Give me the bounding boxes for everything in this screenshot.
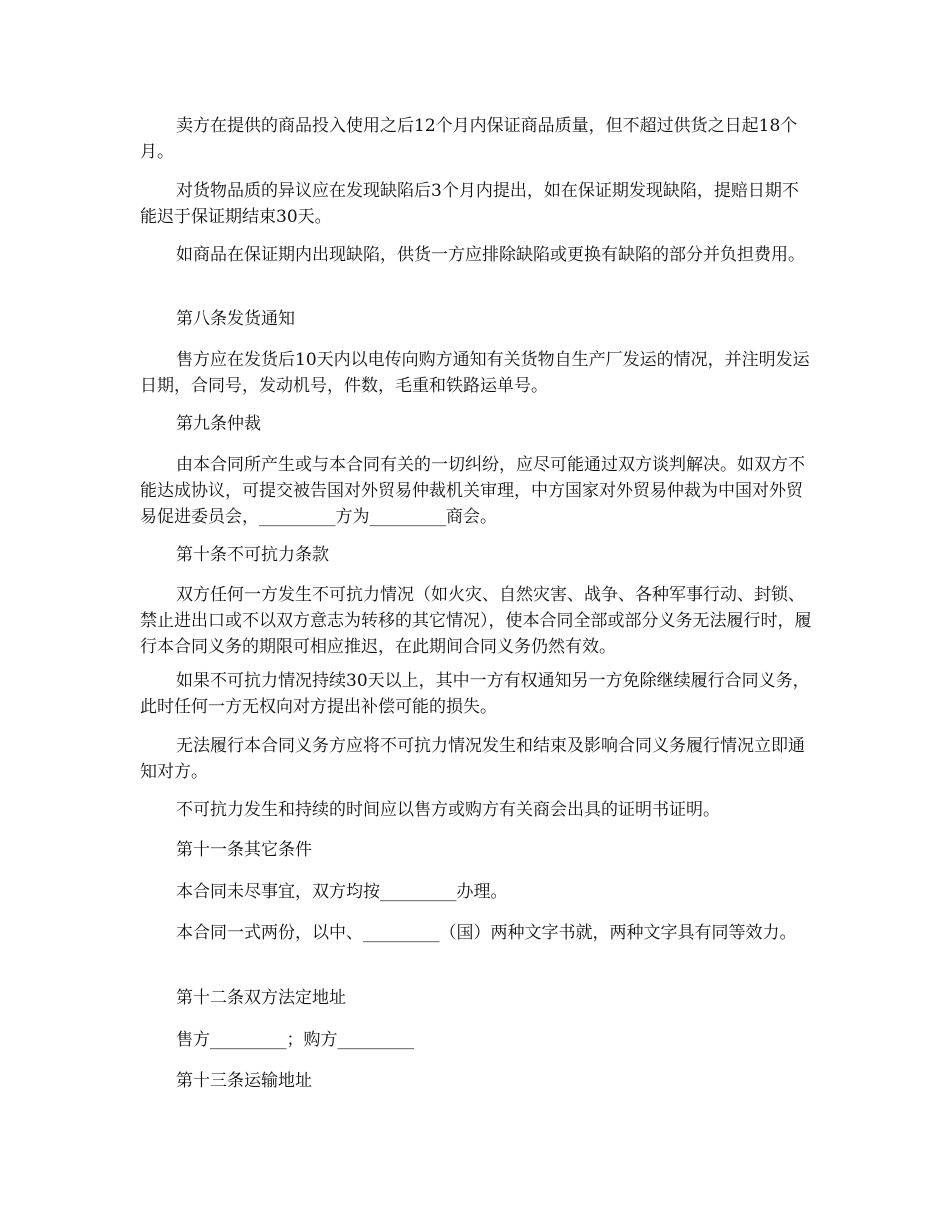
paragraph-arbitration: 由本合同所产生或与本合同有关的一切纠纷，应尽可能通过双方谈判解决。如双方不能达成协议，可提交被告国对外贸易仲裁机关审理，中方国家对外贸易仲裁为中国对外贸易促进委员会，_________方为_________商会。 [140,455,805,527]
paragraph-defect-remedy: 如商品在保证期内出现缺陷，供货一方应排除缺陷或更换有缺陷的部分并负担费用。 [176,245,805,265]
paragraph-force-majeure-proof: 不可抗力发生和持续的时间应以售方或购方有关商会出具的证明书证明。 [176,800,720,820]
heading-article-8: 第八条发货通知 [176,309,295,329]
paragraph-quality-guarantee: 卖方在提供的商品投入使用之后12个月内保证商品质量，但不超过供货之日起18个月。 [140,116,798,162]
paragraph-legal-addresses: 售方_________；购方_________ [176,1030,414,1050]
paragraph-quality-objection: 对货物品质的异议应在发现缺陷后3个月内提出，如在保证期发现缺陷，提赔日期不能迟于保证期结束30天。 [140,181,799,227]
heading-article-11: 第十一条其它条件 [176,840,312,860]
heading-article-10: 第十条不可抗力条款 [176,545,329,565]
heading-article-12: 第十二条双方法定地址 [176,988,346,1008]
paragraph-other-matters: 本合同未尽事宜，双方均按_________办理。 [176,882,508,902]
heading-article-9: 第九条仲裁 [176,414,261,434]
paragraph-shipment-notice: 售方应在发货后10天内以电传向购方通知有关货物自生产厂发运的情况，并注明发运日期，合同号，发动机号，件数，毛重和铁路运单号。 [140,350,810,396]
paragraph-force-majeure-notice: 无法履行本合同义务方应将不可抗力情况发生和结束及影响合同义务履行情况立即通知对方。 [140,736,805,782]
paragraph-force-majeure: 双方任何一方发生不可抗力情况（如火灾、自然灾害、战争、各种军事行动、封锁、禁止进出口或不以双方意志为转移的其它情况），使本合同全部或部分义务无法履行时，履行本合同义务的期限可相应推迟，在此期间合同义务仍然有效。 [140,585,812,657]
paragraph-copies-languages: 本合同一式两份，以中、_________（国）两种文字书就，两种文字具有同等效力。 [176,923,797,943]
heading-article-13: 第十三条运输地址 [176,1071,312,1091]
paragraph-force-majeure-duration: 如果不可抗力情况持续30天以上，其中一方有权通知另一方免除继续履行合同义务，此时任何一方无权向对方提出补偿可能的损失。 [140,671,810,717]
